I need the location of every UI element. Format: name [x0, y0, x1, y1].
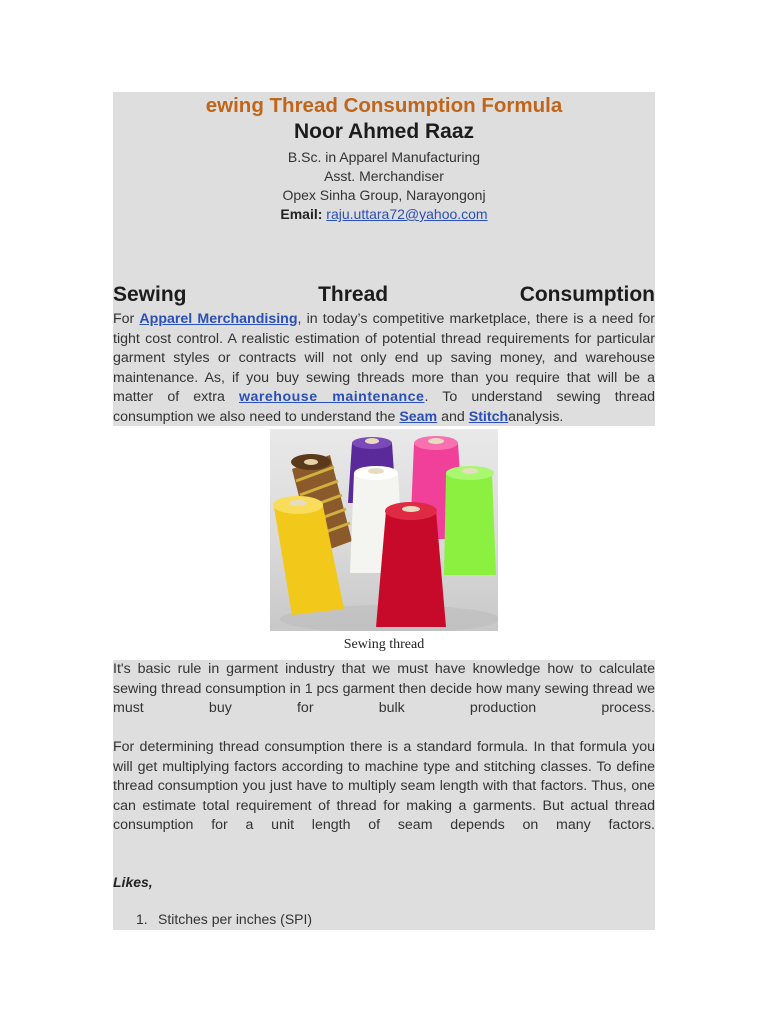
- list-item: [136, 911, 312, 927]
- warehouse-maintenance-link[interactable]: warehouse maintenance: [238, 389, 425, 405]
- apparel-merchandising-link[interactable]: Apparel Merchandising: [139, 311, 298, 327]
- heading-word: Thread: [318, 283, 389, 306]
- intro-text: . To understand sewing thread consumption we also need to understand the: [113, 389, 656, 425]
- thread-cones-illustration: [270, 429, 498, 631]
- thread-cone-red: [376, 502, 446, 627]
- email-link[interactable]: raju.uttara72@yahoo.com: [326, 206, 488, 222]
- email-label: Email:: [280, 206, 323, 222]
- intro-text: For: [113, 311, 140, 327]
- author-name: Noor Ahmed Raaz: [293, 120, 475, 143]
- author-degree: B.Sc. in Apparel Manufacturing: [287, 149, 481, 165]
- author-company: Opex Sinha Group, Narayongonj: [282, 187, 486, 203]
- rule-paragraph: It's basic rule in garment industry that we must have knowledge how to calculate sewing thread consumption in 1 pcs garment then decide how many sewing thread we must buy for bulk production process.: [113, 661, 655, 716]
- heading-word: Sewing: [113, 283, 187, 306]
- author-role: Asst. Merchandiser: [324, 168, 444, 184]
- seam-link[interactable]: Seam: [399, 408, 438, 425]
- formula-paragraph: For determining thread consumption there is a standard formula. In that formula you will get multiplying factors according to machine type and stitching classes. To define thread consumption you just have to multiply seam length with that factors. Thus, one can estimate total requirement of thread for making a garments. But actual thread consumption for a unit length of seam depends on many factors.: [113, 739, 655, 833]
- sewing-thread-photo: [270, 429, 498, 631]
- email-line: [113, 206, 655, 222]
- list-item-text: Stitches per inches (SPI): [158, 911, 313, 927]
- photo-caption: Sewing thread: [343, 637, 425, 652]
- likes-label: Likes,: [113, 874, 153, 890]
- intro-text: analysis.: [508, 408, 564, 425]
- likes-list: [136, 911, 312, 927]
- thread-cone-green: [444, 466, 496, 575]
- document-title: ewing Thread Consumption Formula: [205, 94, 563, 117]
- intro-text: and: [437, 408, 469, 425]
- stitch-link[interactable]: Stitch: [468, 408, 509, 425]
- section-heading: [113, 283, 655, 307]
- heading-word: Consumption: [519, 283, 655, 306]
- intro-text: , in today’s competitive marketplace, there is a need for tight cost control. A realistic estimation of potential thread requirements for particular garment styles or contracts will not only end up saving money, and warehouse maintenance. As, if you buy sewing threads more than you require that will be a matter of extra: [113, 311, 655, 405]
- intro-paragraph: [113, 310, 655, 427]
- list-item-number: 1.: [136, 911, 148, 927]
